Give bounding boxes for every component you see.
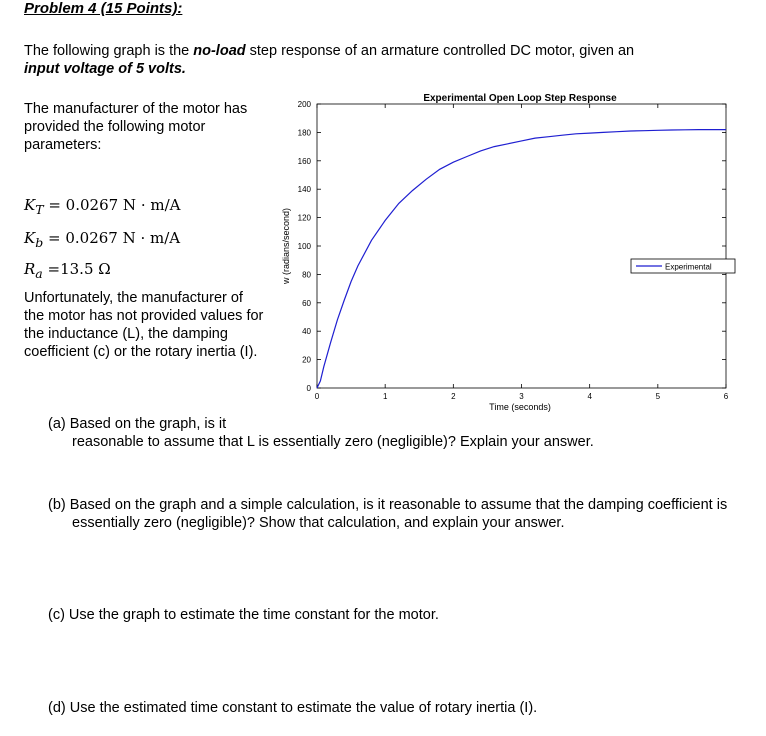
x-tick-label: 5	[655, 392, 661, 401]
y-tick-label: 60	[302, 298, 311, 308]
y-axis-label: w (radians/second)	[281, 207, 291, 285]
x-tick-label: 3	[519, 392, 524, 401]
question-b-line2: essentially zero (negligible)? Show that calculation, and explain your answer.	[72, 515, 565, 531]
x-axis-label: Time (seconds)	[489, 402, 551, 412]
eq-kt-value: = 0.0267 N · m/A	[43, 196, 181, 214]
intro-text-post: step response of an armature controlled DC motor, given an	[245, 43, 635, 59]
chart-title: Experimental Open Loop Step Response	[423, 93, 617, 104]
y-tick-label: 80	[302, 270, 311, 280]
eq-ra-sub: a	[35, 266, 43, 281]
y-tick-label: 160	[297, 156, 311, 166]
y-tick-label: 20	[302, 355, 311, 365]
y-tick-label: 0	[306, 384, 311, 393]
y-tick-label: 100	[297, 242, 311, 251]
eq-ra-symbol: R	[24, 260, 36, 278]
question-b	[48, 496, 727, 532]
x-tick-label: 1	[382, 392, 388, 401]
question-c: (c) Use the graph to estimate the time constant for the motor.	[48, 607, 439, 623]
intro-text-pre: The following graph is the	[24, 43, 194, 59]
eq-kb-value: = 0.0267 N · m/A	[43, 229, 181, 247]
missing-params-text: Unfortunately, the manufacturer of the motor has not provided values for the inductance (L), the damping coefficient (c) or the rotary inertia (I).	[24, 290, 264, 360]
intro-bold: no-load	[193, 43, 246, 59]
question-a-line2: reasonable to assume that L is essentially zero (negligible)? Explain your answer.	[72, 434, 594, 450]
x-tick-label: 4	[587, 392, 592, 401]
legend-label: Experimental	[665, 262, 712, 272]
problem-title: Problem 4 (15 Points):	[24, 0, 183, 17]
x-tick-label: 2	[451, 392, 456, 401]
y-tick-label: 200	[297, 100, 311, 109]
y-tick-label: 40	[302, 327, 311, 337]
question-a	[48, 415, 594, 451]
eq-kt-symbol: K	[24, 196, 36, 214]
manufacturer-text: The manufacturer of the motor has provided the following motor parameters:	[24, 101, 248, 153]
y-tick-label: 180	[297, 128, 311, 138]
plot-area	[317, 104, 726, 388]
question-a-line1: (a) Based on the graph, is it	[48, 416, 227, 432]
y-tick-label: 140	[297, 185, 311, 195]
legend	[631, 259, 735, 273]
x-tick-label: 6	[723, 392, 729, 401]
eq-kb-symbol: K	[24, 229, 36, 247]
y-tick-label: 120	[297, 213, 311, 223]
eq-kb-sub: b	[35, 235, 44, 250]
intro-line2: input voltage of 5 volts.	[24, 61, 186, 77]
question-d: (d) Use the estimated time constant to estimate the value of rotary inertia (I).	[48, 700, 538, 716]
eq-ra-value: =13.5 Ω	[42, 260, 111, 278]
x-tick-label: 0	[314, 392, 320, 401]
question-b-line1: (b) Based on the graph and a simple calculation, is it reasonable to assume that the damping coefficient is	[48, 497, 728, 513]
eq-kt-sub: T	[35, 202, 44, 217]
